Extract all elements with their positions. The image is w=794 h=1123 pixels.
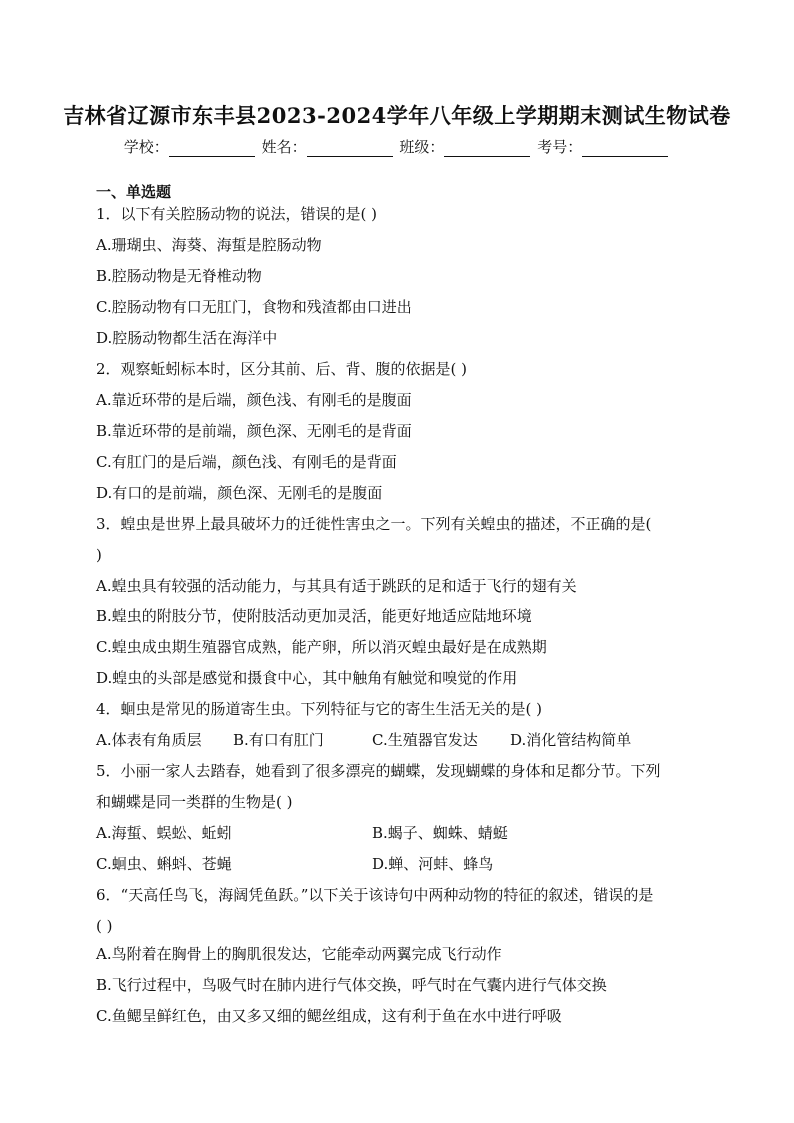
question-2-option-a: A.靠近环带的是后端，颜色浅、有刚毛的是腹面 xyxy=(96,391,412,409)
number-label: 考号： xyxy=(537,138,583,156)
question-1-option-b: B.腔肠动物是无脊椎动物 xyxy=(96,267,262,285)
question-3-option-b: B.蝗虫的附肢分节，使附肢活动更加灵活，能更好地适应陆地环境 xyxy=(96,607,532,625)
school-label: 学校： xyxy=(123,138,169,156)
question-6-option-a: A.鸟附着在胸骨上的胸肌很发达，它能牵动两翼完成飞行动作 xyxy=(96,945,502,963)
section-heading: 一、单选题 xyxy=(96,183,172,201)
question-6-option-b: B.飞行过程中，鸟吸气时在肺内进行气体交换，呼气时在气囊内进行气体交换 xyxy=(96,976,607,994)
question-1-stem: 1．以下有关腔肠动物的说法，错误的是( ) xyxy=(96,205,378,223)
school-blank xyxy=(169,140,255,157)
question-3-stem: 3．蝗虫是世界上最具破坏力的迁徙性害虫之一。下列有关蝗虫的描述，不正确的是( xyxy=(96,515,652,533)
question-2-stem: 2．观察蚯蚓标本时，区分其前、后、背、腹的依据是( ) xyxy=(96,360,468,378)
exam-title: 吉林省辽源市东丰县2023-2024学年八年级上学期期末测试生物试卷 xyxy=(63,103,731,128)
question-6-stem: 6．“天高任鸟飞，海阔凭鱼跃。”以下关于该诗句中两种动物的特征的叙述，错误的是 xyxy=(96,886,654,904)
question-1-option-d: D.腔肠动物都生活在海洋中 xyxy=(96,329,278,347)
class-blank xyxy=(444,140,530,157)
question-1-option-c: C.腔肠动物有口无肛门，食物和残渣都由口进出 xyxy=(96,298,412,316)
name-blank xyxy=(307,140,393,157)
question-3-stem-continued: ) xyxy=(96,546,102,564)
number-blank xyxy=(582,140,668,157)
student-info-line xyxy=(0,136,794,157)
question-2-option-d: D.有口的是前端，颜色深、无刚毛的是腹面 xyxy=(96,484,383,502)
question-5-option-a: A.海蜇、蜈蚣、蚯蚓 xyxy=(96,824,232,842)
question-5-stem-continued: 和蝴蝶是同一类群的生物是( ) xyxy=(96,793,293,811)
question-4-stem: 4．蛔虫是常见的肠道寄生虫。下列特征与它的寄生生活无关的是( ) xyxy=(96,700,543,718)
question-6-stem-continued: ( ) xyxy=(96,917,113,935)
question-4-option-b: B.有口有肛门 xyxy=(233,731,324,749)
question-5-option-d: D.蝉、河蚌、蜂鸟 xyxy=(372,855,494,873)
question-4-option-a: A.体表有角质层 xyxy=(96,731,202,749)
question-4-option-c: C.生殖器官发达 xyxy=(372,731,478,749)
question-2-option-c: C.有肛门的是后端，颜色浅、有刚毛的是背面 xyxy=(96,453,397,471)
question-6-option-c: C.鱼鳃呈鲜红色，由又多又细的鳃丝组成，这有利于鱼在水中进行呼吸 xyxy=(96,1007,562,1025)
class-label: 班级： xyxy=(399,138,445,156)
name-label: 姓名： xyxy=(261,138,307,156)
question-5-stem: 5．小丽一家人去踏春，她看到了很多漂亮的蝴蝶，发现蝴蝶的身体和足都分节。下列 xyxy=(96,762,661,780)
question-3-option-c: C.蝗虫成虫期生殖器官成熟，能产卵，所以消灭蝗虫最好是在成熟期 xyxy=(96,638,547,656)
question-1-option-a: A.珊瑚虫、海葵、海蜇是腔肠动物 xyxy=(96,236,322,254)
question-4-option-d: D.消化管结构简单 xyxy=(510,731,632,749)
question-3-option-d: D.蝗虫的头部是感觉和摄食中心，其中触角有触觉和嗅觉的作用 xyxy=(96,669,518,687)
question-5-option-c: C.蛔虫、蝌蚪、苍蝇 xyxy=(96,855,232,873)
question-3-option-a: A.蝗虫具有较强的活动能力，与其具有适于跳跃的足和适于飞行的翅有关 xyxy=(96,577,577,595)
question-2-option-b: B.靠近环带的是前端，颜色深、无刚毛的是背面 xyxy=(96,422,412,440)
question-5-option-b: B.蝎子、蜘蛛、蜻蜓 xyxy=(372,824,508,842)
